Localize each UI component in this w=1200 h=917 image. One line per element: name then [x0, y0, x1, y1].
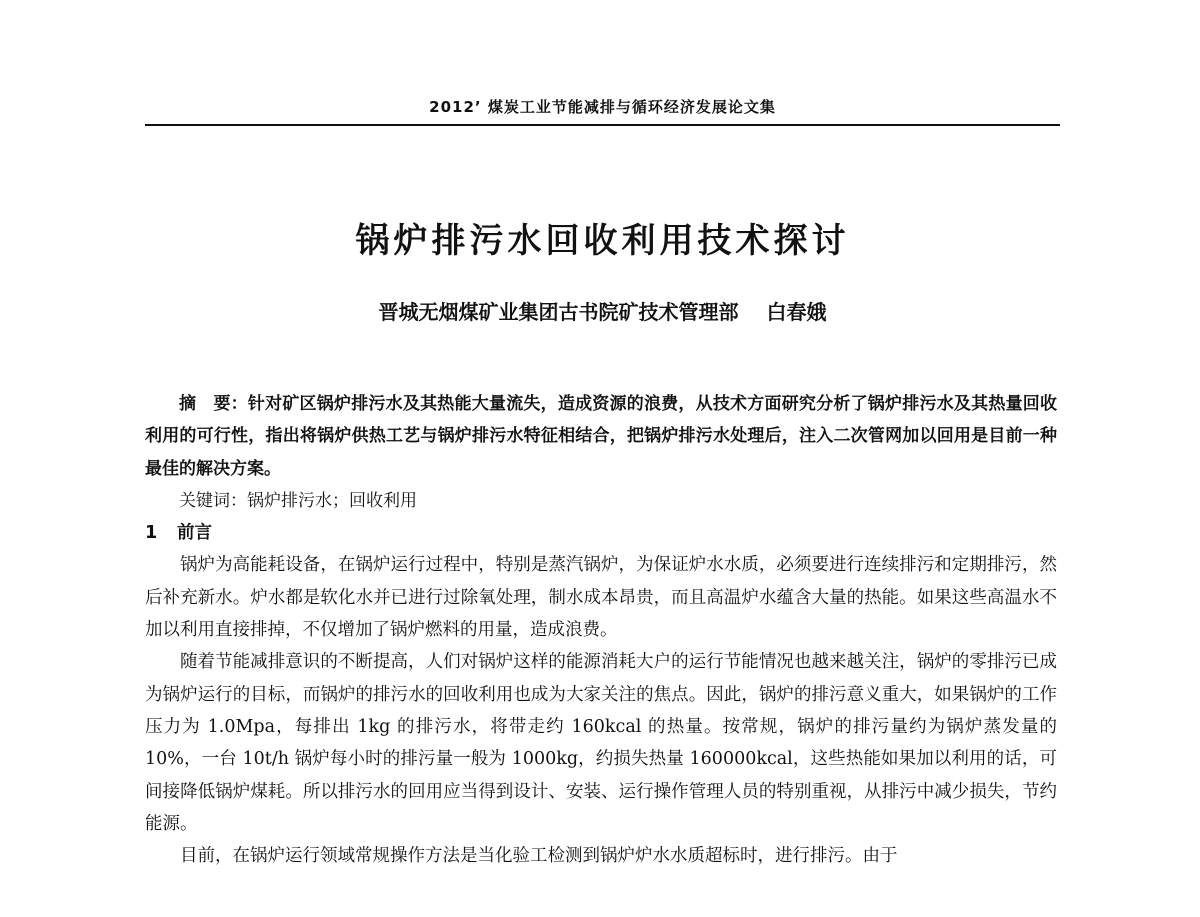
abstract	[145, 388, 1057, 485]
paragraph: 随着节能减排意识的不断提高，人们对锅炉这样的能源消耗大户的运行节能情况也越来越关注，锅炉的零排污已成为锅炉运行的目标，而锅炉的排污水的回收利用也成为大家关注的焦点。因此，锅炉的排污意义重大，如果锅炉的工作压力为 1.0Mpa，每排出 1kg 的排污水，将带走约 160kcal 的热量。按常规，锅炉的排污量约为锅炉蒸发量的 10%，一台 10t/h 锅炉每小时的排污量一般为 1000kg，约损失热量 160000kcal，这些热能如果加以利用的话，可间接降低锅炉煤耗。所以排污水的回用应当得到设计、安装、运行操作管理人员的特别重视，从排污中减少损失，节约能源。	[145, 652, 1057, 834]
keywords-label: 关键词：	[179, 490, 247, 511]
article-body	[145, 388, 1057, 872]
keywords	[145, 485, 1057, 517]
byline	[145, 296, 1060, 325]
paragraph: 锅炉为高能耗设备，在锅炉运行过程中，特别是蒸汽锅炉，为保证炉水水质，必须要进行连续排污和定期排污，然后补充新水。炉水都是软化水并已进行过除氧处理，制水成本昂贵，而且高温炉水蕴含大量的热能。如果这些高温水不加以利用直接排掉，不仅增加了锅炉燃料的用量，造成浪费。	[145, 555, 1057, 641]
section-heading	[145, 517, 1057, 549]
affiliation: 晋城无烟煤矿业集团古书院矿技术管理部	[378, 300, 739, 324]
running-header: 2012’ 煤炭工业节能减排与循环经济发展论文集	[429, 98, 776, 116]
header-rule	[145, 124, 1060, 126]
abstract-text: 针对矿区锅炉排污水及其热能大量流失，造成资源的浪费，从技术方面研究分析了锅炉排污水及其热量回收利用的可行性，指出将锅炉供热工艺与锅炉排污水特征相结合，把锅炉排污水处理后，注入二次管网加以回用是目前一种最佳的解决方案。	[145, 394, 1058, 479]
section-title: 前言	[177, 523, 212, 544]
author-name: 白春娥	[766, 300, 827, 324]
abstract-label: 摘 要：	[179, 394, 248, 414]
keywords-text: 锅炉排污水；回收利用	[247, 490, 417, 511]
article-title: 锅炉排污水回收利用技术探讨	[355, 221, 850, 261]
paragraph: 目前，在锅炉运行领域常规操作方法是当化验工检测到锅炉炉水水质超标时，进行排污。由于	[180, 846, 898, 867]
section-number: 1	[145, 523, 158, 544]
